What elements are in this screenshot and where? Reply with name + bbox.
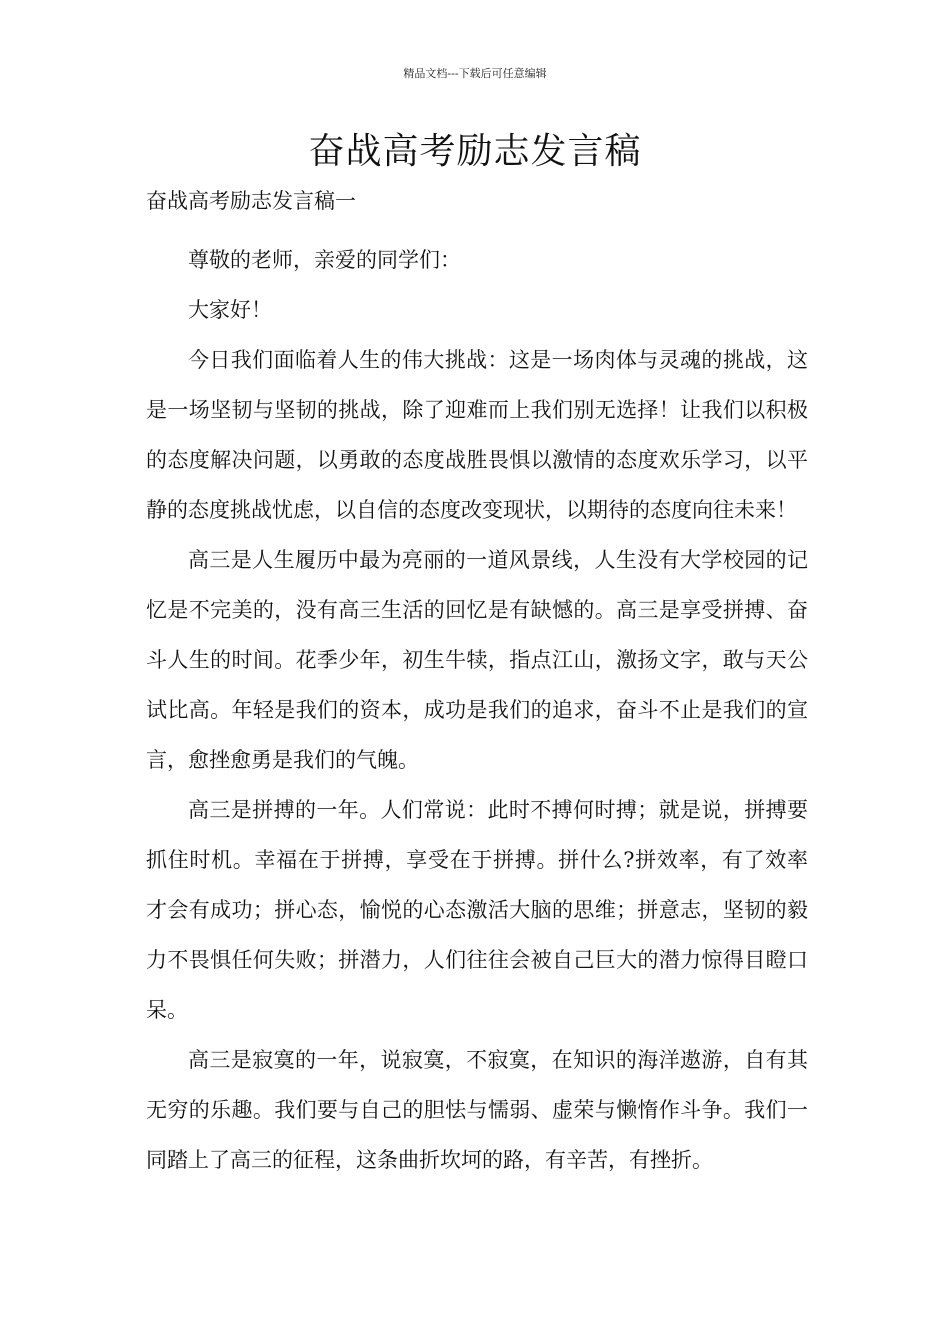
header-note: 精品文档---下载后可任意编辑 (403, 67, 547, 80)
paragraph: 高三是人生履历中最为亮丽的一道风景线，人生没有大学校园的记忆是不完美的，没有高三生活的回忆是有缺憾的。高三是享受拼搏、奋斗人生的时间。花季少年，初生牛犊，指点江山，激扬文字，敢与天公试比高。年轻是我们的资本，成功是我们的追求，奋斗不止是我们的宣言，愈挫愈勇是我们的气魄。 (146, 548, 808, 772)
paragraph: 今日我们面临着人生的伟大挑战：这是一场肉体与灵魂的挑战，这是一场坚韧与坚韧的挑战，除了迎难而上我们别无选择！让我们以积极的态度解决问题，以勇敢的态度战胜畏惧以激情的态度欢乐学习，以平静的态度挑战忧虑，以自信的态度改变现状，以期待的态度向往未来！ (146, 348, 808, 522)
paragraph: 高三是寂寞的一年，说寂寞，不寂寞，在知识的海洋遨游，自有其无穷的乐趣。我们要与自己的胆怯与懦弱、虚荣与懒惰作斗争。我们一同踏上了高三的征程，这条曲折坎坷的路，有辛苦，有挫折。 (146, 1048, 808, 1172)
paragraph: 高三是拼搏的一年。人们常说：此时不搏何时搏；就是说，拼搏要抓住时机。幸福在于拼搏，享受在于拼搏。拼什么?拼效率，有了效率才会有成功；拼心态，愉悦的心态激活大脑的思维；拼意志，坚韧的毅力不畏惧任何失败；拼潜力，人们往往会被自己巨大的潜力惊得目瞪口呆。 (146, 798, 808, 1022)
document-title: 奋战高考励志发言稿 (308, 131, 642, 172)
document-body (146, 235, 808, 1185)
paragraph-greeting: 大家好！ (188, 298, 272, 322)
paragraph-salutation: 尊敬的老师，亲爱的同学们： (188, 248, 461, 272)
document-subtitle: 奋战高考励志发言稿一 (146, 189, 356, 213)
